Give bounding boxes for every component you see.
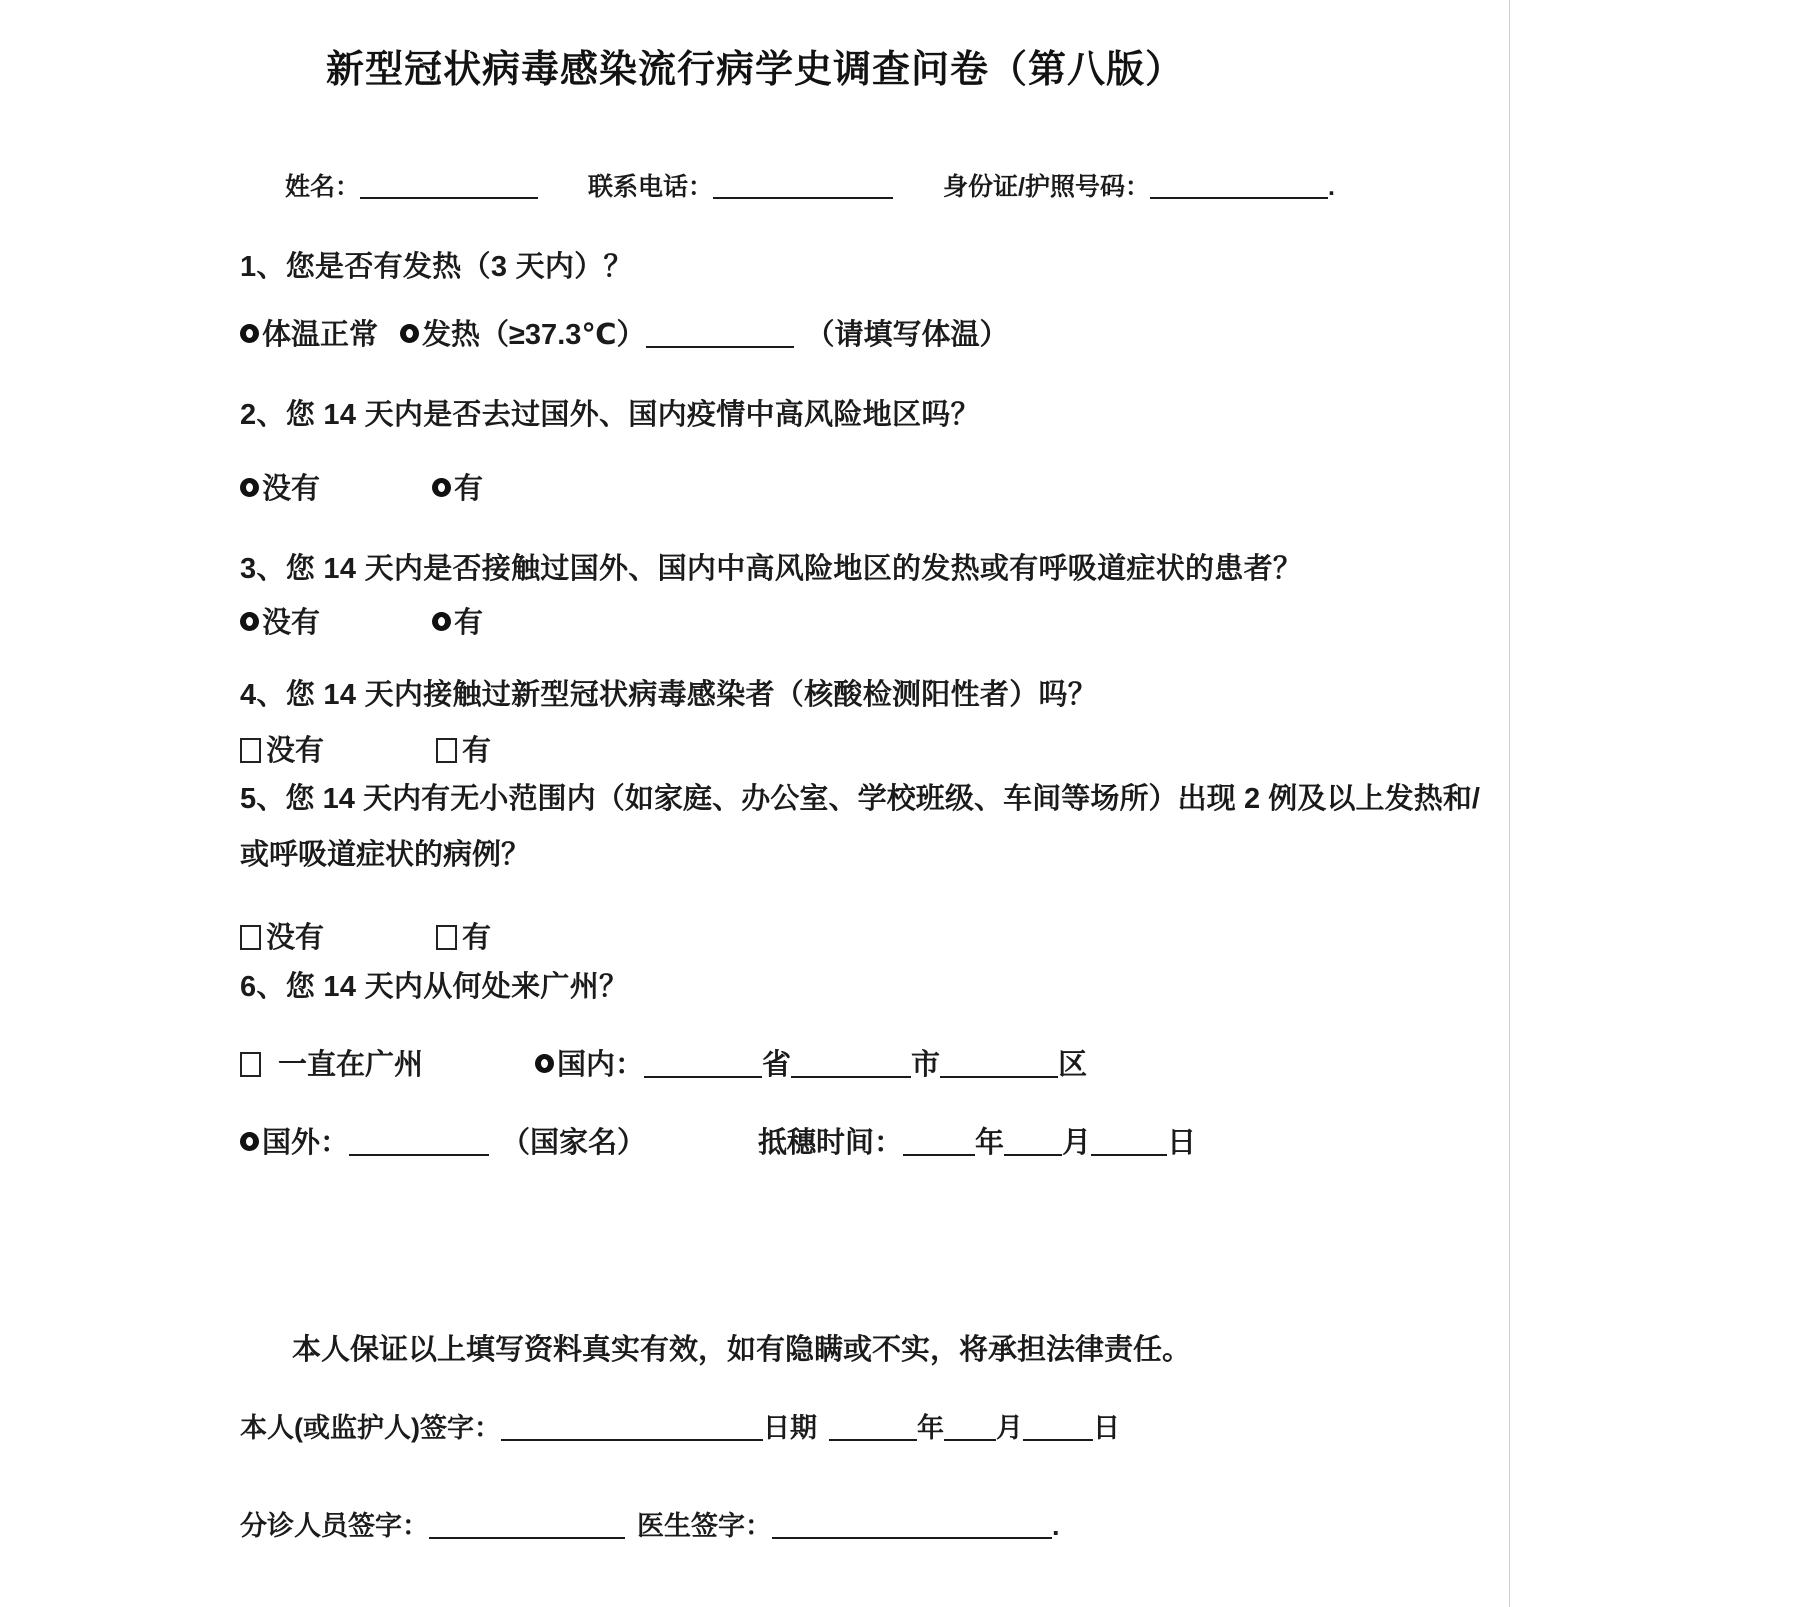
question-5-options [240, 915, 491, 956]
self-signature-label: 本人(或监护人)签字： [240, 1413, 501, 1443]
question-2-text: 2、您 14 天内是否去过国外、国内疫情中高风险地区吗？ [240, 399, 980, 431]
question-2-option-0-label[interactable]: 没有 [262, 473, 321, 505]
question-4-options [240, 728, 491, 769]
doctor-signature-label: 医生签字： [637, 1511, 772, 1541]
checkbox-icon-q6-always-guangzhou[interactable] [240, 1052, 261, 1077]
arrival-month-suffix: 月 [1062, 1127, 1092, 1159]
signature-month-input[interactable] [944, 1413, 996, 1441]
identity-trailing-mark: . [1327, 173, 1335, 201]
radio-icon-q2-no[interactable] [240, 478, 259, 497]
question-5-option-0-label[interactable]: 没有 [266, 922, 325, 954]
legal-statement: 本人保证以上填写资料真实有效，如有隐瞒或不实，将承担法律责任。 [292, 1334, 1192, 1366]
radio-icon-q1-fever[interactable] [400, 324, 419, 343]
arrival-month-input[interactable] [1004, 1128, 1062, 1156]
id-label: 身份证/护照号码： [943, 173, 1150, 201]
signature-year-suffix: 年 [916, 1413, 944, 1443]
staff-signature-row [240, 1504, 1060, 1543]
signature-year-input[interactable] [829, 1413, 917, 1441]
doctor-signature-input[interactable] [772, 1511, 1052, 1539]
question-3-options [240, 600, 483, 641]
signature-day-input[interactable] [1023, 1413, 1093, 1441]
temperature-input[interactable] [646, 320, 794, 348]
date-label: 日期 [762, 1413, 817, 1443]
question-1-options [240, 312, 1009, 353]
signature-month-suffix: 月 [995, 1413, 1023, 1443]
radio-icon-q1-normal[interactable] [240, 324, 259, 343]
checkbox-icon-q4-yes[interactable] [436, 738, 457, 763]
country-input[interactable] [349, 1128, 489, 1156]
name-input[interactable] [360, 171, 538, 199]
arrival-day-input[interactable] [1091, 1128, 1167, 1156]
question-5-option-1-label[interactable]: 有 [462, 922, 492, 954]
phone-label: 联系电话： [588, 173, 714, 201]
question-2-option-1-label[interactable]: 有 [454, 473, 484, 505]
country-hint: （国家名） [501, 1127, 647, 1159]
radio-icon-q6-overseas[interactable] [240, 1132, 259, 1151]
province-input[interactable] [644, 1050, 762, 1078]
triage-signature-input[interactable] [429, 1511, 625, 1539]
question-1-text: 1、您是否有发热（3 天内）？ [240, 251, 633, 283]
question-6-option-1-label[interactable]: 国内： [557, 1049, 645, 1081]
name-label: 姓名： [285, 173, 361, 201]
question-1-option-1-label[interactable]: 发热（≥37.3℃） [422, 319, 646, 351]
question-4-option-0-label[interactable]: 没有 [266, 735, 325, 767]
question-6-text: 6、您 14 天内从何处来广州？ [240, 971, 629, 1003]
radio-icon-q6-domestic[interactable] [535, 1054, 554, 1073]
arrival-year-input[interactable] [903, 1128, 975, 1156]
question-1-option-0-label[interactable]: 体温正常 [262, 319, 379, 351]
signature-trailing-mark: . [1052, 1511, 1060, 1541]
question-3-option-0-label[interactable]: 没有 [262, 607, 321, 639]
page-margin [1510, 0, 1794, 1607]
question-6-options-row-1 [240, 1042, 1087, 1083]
self-signature-row [240, 1406, 1120, 1445]
radio-icon-q3-yes[interactable] [432, 612, 451, 631]
identity-row [285, 167, 1335, 203]
district-suffix: 区 [1058, 1049, 1088, 1081]
city-input[interactable] [791, 1050, 911, 1078]
question-6-options-row-2 [240, 1120, 1196, 1161]
arrival-label: 抵穗时间： [758, 1127, 904, 1159]
checkbox-icon-q5-no[interactable] [240, 925, 261, 950]
question-2-options [240, 466, 483, 507]
phone-input[interactable] [713, 171, 893, 199]
question-5-text: 5、您 14 天内有无小范围内（如家庭、办公室、学校班级、车间等场所）出现 2 例及以上发热和/或呼吸道症状的病例？ [240, 783, 1480, 871]
question-4-text: 4、您 14 天内接触过新型冠状病毒感染者（核酸检测阳性者）吗？ [240, 679, 1098, 711]
radio-icon-q2-yes[interactable] [432, 478, 451, 497]
question-4-option-1-label[interactable]: 有 [462, 735, 492, 767]
city-suffix: 市 [911, 1049, 941, 1081]
self-signature-input[interactable] [501, 1413, 763, 1441]
triage-signature-label: 分诊人员签字： [240, 1511, 429, 1541]
page-title: 新型冠状病毒感染流行病学史调查问卷（第八版） [325, 49, 1184, 91]
question-6-option-2-label[interactable]: 国外： [262, 1127, 350, 1159]
checkbox-icon-q5-yes[interactable] [436, 925, 457, 950]
id-input[interactable] [1150, 171, 1328, 199]
question-6-option-0-label[interactable]: 一直在广州 [278, 1049, 424, 1081]
province-suffix: 省 [762, 1049, 792, 1081]
checkbox-icon-q4-no[interactable] [240, 738, 261, 763]
arrival-day-suffix: 日 [1167, 1127, 1197, 1159]
district-input[interactable] [940, 1050, 1058, 1078]
question-3-option-1-label[interactable]: 有 [454, 607, 484, 639]
question-1-blank-hint: （请填写体温） [805, 319, 1009, 351]
arrival-year-suffix: 年 [975, 1127, 1005, 1159]
radio-icon-q3-no[interactable] [240, 612, 259, 631]
question-3-text: 3、您 14 天内是否接触过国外、国内中高风险地区的发热或有呼吸道症状的患者？ [240, 553, 1303, 585]
signature-day-suffix: 日 [1092, 1413, 1120, 1443]
